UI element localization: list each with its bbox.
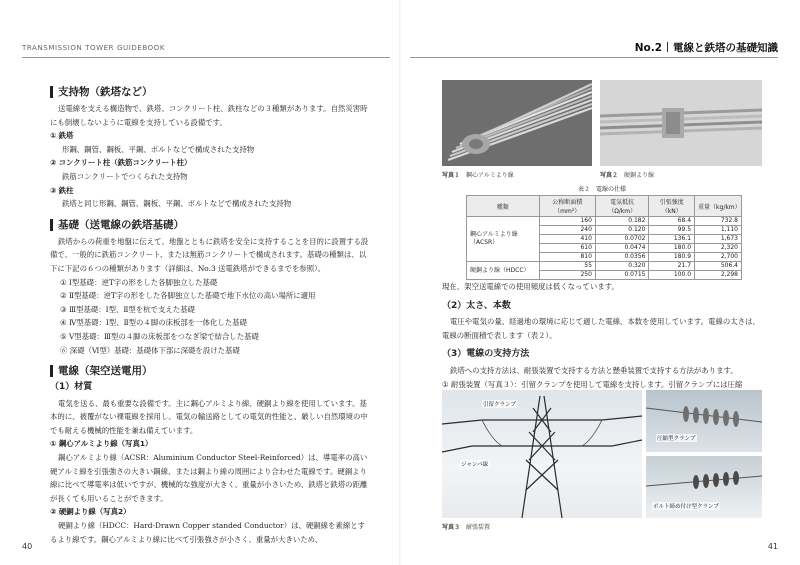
after-table-text: 現在、架空送電線での使用頻度は低くなっています。 <box>442 282 619 291</box>
chapter-title: 電線と鉄塔の基礎知識 <box>673 42 778 54</box>
support-item-name: 鉄柱 <box>58 185 74 195</box>
cell: 136.1 <box>649 235 695 244</box>
photo2-caption-text: 硬銅より線 <box>624 172 655 179</box>
support-item-number: ② <box>50 158 57 168</box>
page-number-left: 40 <box>22 542 33 551</box>
subsection-size: （2）太さ、本数 <box>442 300 511 311</box>
label-jumper: ジャンパ線 <box>461 462 489 468</box>
photo3-caption <box>442 522 490 531</box>
foundation-type-3: ③ Ⅲ型基礎：Ⅰ型、Ⅱ型を杭で支えた基礎 <box>60 304 195 314</box>
photo1-caption-number: 写真１ <box>442 172 461 179</box>
page-number-right: 41 <box>767 542 778 551</box>
chapter-divider <box>667 42 668 52</box>
tension-device-item: ① 耐張装置（写真３）：引留クランプを使用して電線を支持します。引留クランプには圧縮 <box>442 379 743 389</box>
support-item-desc: 鉄塔と同じ形鋼、鋼管、鋼板、平鋼、ボルトなどで構成された支持物 <box>62 199 292 209</box>
cell: 0.0715 <box>595 271 649 280</box>
acsr-paragraph: 鋼心アルミより線（ACSR：Aluminium Conductor Steel-Reinforced）は、導電率の高い硬アルミ線を引張強さの大きい鋼線、または鋼より線の周囲により合わせた電線です。硬銅より線に比べて導電率は低いですが、機械的な強度が大きく、重量が小さいため、鉄塔と鉄塔の距離が長くても用いることができます。 <box>50 453 368 503</box>
foundation-type-2: ② Ⅱ型基礎：逆T字の形をした各脚独立した基礎で地下水位の高い場所に適用 <box>60 291 316 301</box>
col-header-area: 公称断面積（mm²） <box>539 196 595 217</box>
acsr-photo <box>442 80 592 166</box>
row-kind-hdcc: 硬銅より線（HDCC） <box>467 262 540 280</box>
hdcc-photo <box>600 80 762 166</box>
cell: 610 <box>539 244 595 253</box>
guidebook-title: TRANSMISSION TOWER GUIDEBOOK <box>22 44 166 52</box>
support-item-number: ③ <box>50 185 57 195</box>
photo1-caption-text: 鋼心アルミより線 <box>466 172 514 179</box>
page-gutter <box>399 0 401 565</box>
photo3-caption-number: 写真３ <box>442 524 461 531</box>
cell: 68.4 <box>649 217 695 226</box>
supports-intro: 送電線を支える構造物で、鉄塔、コンクリート柱、鉄柱などの３種類があります。自然災害時にも倒壊しないように電線を支持している設備です。 <box>50 104 368 127</box>
support-item-3 <box>50 184 370 198</box>
table-row <box>467 217 742 226</box>
cell: 410 <box>539 235 595 244</box>
foundation-type-5: ⑤ Ⅴ型基礎：Ⅲ型の４脚の床板部をつなぎ梁で結合した基礎 <box>60 331 259 341</box>
foundation-type-1: ① Ⅰ型基礎：逆T字の形をした各脚独立した基礎 <box>60 277 218 287</box>
cell: 2,298 <box>695 271 742 280</box>
header-rule-right <box>410 57 778 58</box>
subsection-material: （1）材質 <box>50 382 93 393</box>
support-item-name: 鉄塔 <box>58 131 74 141</box>
support-item-2 <box>50 156 370 170</box>
cell: 55 <box>539 262 595 271</box>
col-header-strength: 引張強度（kN） <box>649 196 695 217</box>
acsr-heading: ① 鋼心アルミより線（写真1） <box>50 439 153 449</box>
cell: 732.8 <box>695 217 742 226</box>
photo3-caption-text: 耐張装置 <box>466 524 491 531</box>
size-paragraph: 電圧や電気の量、経過地の環境に応じて適した電線、本数を使用しています。電線の太さは、電線の断面積で表します（表２）。 <box>442 317 760 340</box>
photo2-caption-number: 写真２ <box>600 172 619 179</box>
foundation-intro: 鉄塔からの荷重を地盤に伝えて、地盤とともに鉄塔を安全に支持することを目的に設置する設備で、一般的に鉄筋コンクリート、または無筋コンクリートで構成されます。基礎の種類は、以下に下記の６つの種類があります（詳細は、No.3 送電鉄塔ができるまでを参照）。 <box>50 236 369 273</box>
cell: 1,110 <box>695 226 742 235</box>
wire-spec-table <box>466 195 742 280</box>
cell: 0.0474 <box>595 244 649 253</box>
table-header-row <box>467 196 742 217</box>
cell: 0.120 <box>595 226 649 235</box>
tower-photo <box>442 390 642 518</box>
section-heading-wire: 電線（架空送電用） <box>50 365 370 377</box>
label-bolt-clamp: ボルト締め付け型クランプ <box>653 504 720 510</box>
cell: 21.7 <box>649 262 695 271</box>
cell: 250 <box>539 271 595 280</box>
acsr-cable-illustration <box>442 80 592 166</box>
support-item-1 <box>50 129 370 143</box>
header-rule-left <box>22 57 390 58</box>
support-item-desc: 形鋼、鋼管、鋼板、平鋼、ボルトなどで構成された支持物 <box>62 144 255 154</box>
support-item-number: ① <box>50 131 57 141</box>
tension-device-photos <box>442 390 762 518</box>
tower-illustration <box>442 390 642 518</box>
cell: 2,320 <box>695 244 742 253</box>
row-kind-acsr: 鋼心アルミより線（ACSR） <box>467 217 540 262</box>
section-heading-foundation: 基礎（送電線の鉄塔基礎） <box>50 219 370 231</box>
hdcc-paragraph: 硬銅より線（HDCC：Hard-Drawn Copper standed Conductor）は、硬銅線を素線とするより線です。鋼心アルミより線に比べて引張強さが小さく、重量が大きいため、 <box>50 521 366 544</box>
cell: 810 <box>539 253 595 262</box>
col-header-kind: 種類 <box>467 196 540 217</box>
wire-photos <box>442 80 762 166</box>
photo1-caption <box>442 170 514 179</box>
col-header-resistance: 電気抵抗（Ω/km） <box>595 196 649 217</box>
bolt-clamp-photo <box>646 456 762 518</box>
cell: 2,700 <box>695 253 742 262</box>
chapter-number: No.2 <box>634 42 662 54</box>
cell: 1,673 <box>695 235 742 244</box>
right-column-text <box>442 280 762 391</box>
cell: 0.0356 <box>595 253 649 262</box>
foundation-type-6: ⑥ 深礎（Ⅵ型）基礎：基礎体下部に深礎を設けた基礎 <box>60 345 240 355</box>
cell: 240 <box>539 226 595 235</box>
cell: 506.4 <box>695 262 742 271</box>
chapter-heading <box>635 40 778 55</box>
cell: 100.0 <box>649 271 695 280</box>
support-method-paragraph: 鉄塔への支持方法は、耐張装置で支持する方法と懸垂装置で支持する方法があります。 <box>450 365 738 375</box>
compression-clamp-photo <box>646 390 762 452</box>
support-item-name: コンクリート柱（鉄筋コンクリート柱） <box>58 158 192 168</box>
section-heading-supports: 支持物（鉄塔など） <box>50 86 370 98</box>
support-item-desc: 鉄筋コンクリートでつくられた支持物 <box>62 171 188 181</box>
cell: 0.320 <box>595 262 649 271</box>
table-row <box>467 262 742 271</box>
col-header-weight: 重量（kg/km） <box>695 196 742 217</box>
insulator-illustration <box>646 390 762 452</box>
cell: 180.9 <box>649 253 695 262</box>
spec-table-title: 表２ 電線の仕様 <box>577 186 626 193</box>
hdcc-heading: ② 硬銅より線（写真2） <box>50 507 131 517</box>
cell: 0.182 <box>595 217 649 226</box>
label-dead-end-clamp: 引留クランプ <box>483 402 517 408</box>
photo2-caption <box>600 170 654 179</box>
left-column <box>50 80 370 546</box>
cell: 160 <box>539 217 595 226</box>
cell: 99.5 <box>649 226 695 235</box>
label-compression-clamp: 圧縮型クランプ <box>657 436 696 442</box>
foundation-type-4: ④ Ⅳ型基礎：Ⅰ型、Ⅱ型の４脚の床板部を一体化した基礎 <box>60 318 247 328</box>
subsection-support-method: （3）電線の支持方法 <box>442 349 530 360</box>
hdcc-cable-illustration <box>600 80 762 166</box>
material-paragraph: 電気を送る、最も重要な設備です。主に鋼心アルミより線、硬銅より線を使用しています。基本的に、被覆がない裸電線を採用し、電気の輸送路としての電気的性能と、厳しい自然環境の中でも耐える機械的性能を兼ね備えています。 <box>50 398 368 435</box>
cell: 180.0 <box>649 244 695 253</box>
cell: 0.0702 <box>595 235 649 244</box>
